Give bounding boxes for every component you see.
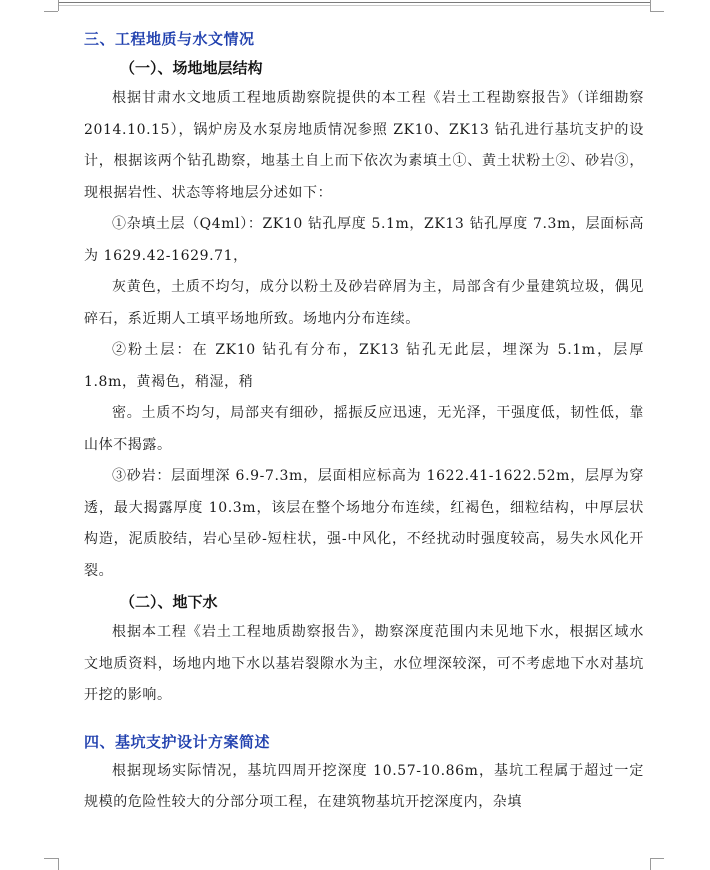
- corner-mark: [58, 858, 59, 870]
- corner-mark: [650, 0, 651, 11]
- corner-mark: [44, 11, 58, 12]
- subsection-1-heading: （一）、场地地层结构: [120, 59, 263, 77]
- corner-mark: [650, 11, 664, 12]
- corner-mark: [650, 858, 651, 870]
- layer2-paragraph-b: 密。土质不均匀，局部夹有细砂，摇振反应迅速，无光泽，干强度低，韧性低，靠山体不揭露。: [84, 405, 644, 453]
- layer2-paragraph-a: ②粉土层：在 ZK10 钻孔有分布，ZK13 钻孔无此层，埋深为 5.1m，层厚 1.8m，黄褐色，稍湿，稍: [84, 342, 644, 390]
- design-summary-paragraph: 根据现场实际情况，基坑四周开挖深度 10.57-10.86m，基坑工程属于超过一定规模的危险性较大的分部分项工程，在建筑物基坑开挖深度内，杂填: [84, 762, 644, 810]
- subsection-2-heading: （二）、地下水: [120, 593, 218, 611]
- groundwater-paragraph: 根据本工程《岩土工程地质勘察报告》，勘察深度范围内未见地下水，根据区域水文地质资料，场地内地下水以基岩裂隙水为主，水位埋深较深，可不考虑地下水对基坑开挖的影响。: [84, 624, 644, 703]
- page-top-edge: [58, 2, 650, 6]
- layer3-paragraph: ③砂岩：层面埋深 6.9-7.3m，层面相应标高为 1622.41-1622.52m，层厚为穿透，最大揭露厚度 10.3m，该层在整个场地分布连续，红褐色，细粒结构，中厚层状构造，泥质胶结，岩心呈砂-短柱状，强-中风化，不经扰动时强度较高，易失水风化开裂。: [84, 468, 644, 579]
- layer1-paragraph-a: ①杂填土层（Q4ml）：ZK10 钻孔厚度 5.1m，ZK13 钻孔厚度 7.3m，层面标高为 1629.42-1629.71，: [84, 216, 644, 264]
- corner-mark: [650, 858, 664, 859]
- section-3-heading: 三、工程地质与水文情况: [84, 30, 255, 48]
- layer1-paragraph-b: 灰黄色，土质不均匀，成分以粉土及砂岩碎屑为主，局部含有少量建筑垃圾，偶见碎石，系近期人工填平场地所致。场地内分布连续。: [84, 279, 644, 327]
- section-4-heading: 四、基坑支护设计方案简述: [84, 732, 271, 751]
- corner-mark: [58, 0, 59, 11]
- document-body: [84, 25, 644, 819]
- corner-mark: [44, 858, 58, 859]
- strata-intro-paragraph: 根据甘肃水文地质工程地质勘察院提供的本工程《岩土工程勘察报告》（详细勘察 2014.10.15），锅炉房及水泵房地质情况参照 ZK10、ZK13 钻孔进行基坑支护的设计，根据该两个钻孔勘察，地基土自上而下依次为素填土①、黄土状粉土②、砂岩③，现根据岩性、状态等将地层分述如下：: [84, 90, 644, 201]
